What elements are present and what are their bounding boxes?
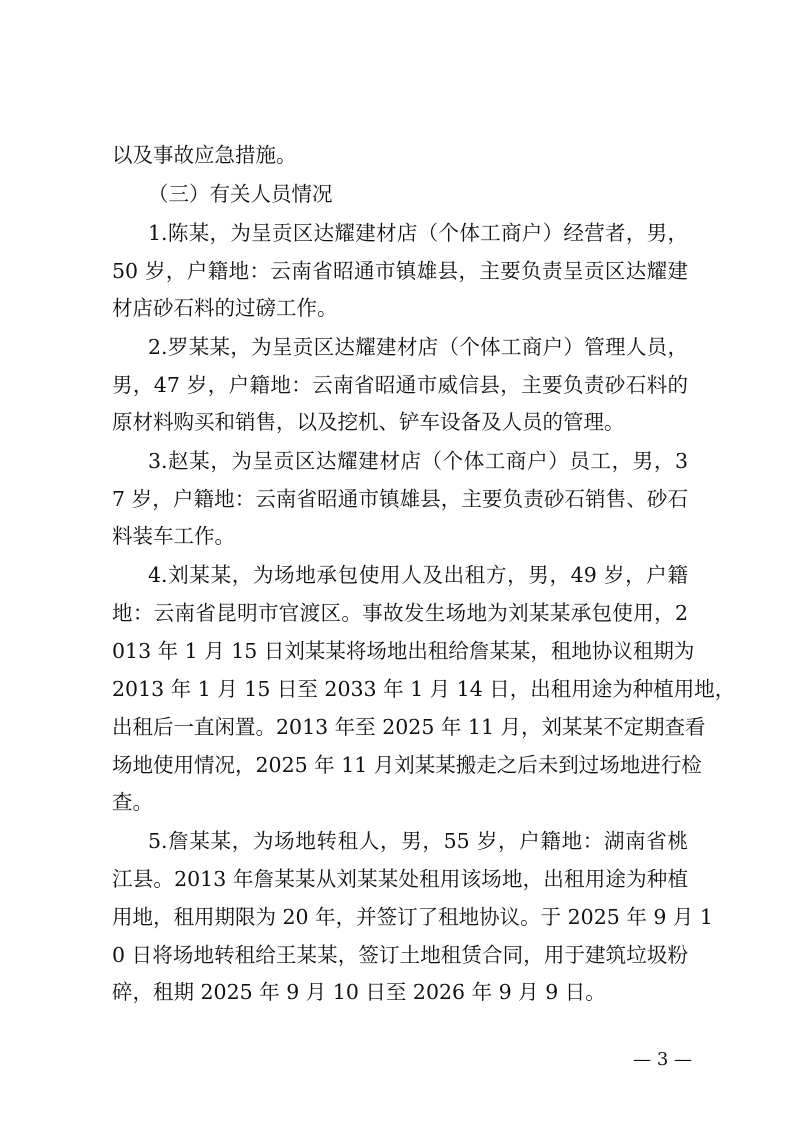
paragraph-line: 4.刘某某，为场地承包使用人及出租方，男，49 岁，户籍 bbox=[148, 563, 688, 587]
paragraph-line: 以及事故应急措施。 bbox=[112, 143, 297, 167]
paragraph-line: 江县。2013 年詹某某从刘某某处租用该场地，出租用途为种植 bbox=[112, 867, 688, 891]
paragraph-line: 碎，租期 2025 年 9 月 10 日至 2026 年 9 月 9 日。 bbox=[112, 980, 606, 1004]
paragraph-line: 5.詹某某，为场地转租人，男，55 岁，户籍地：湖南省桃 bbox=[148, 829, 688, 853]
paragraph-line: 地：云南省昆明市官渡区。事故发生场地为刘某某承包使用，2 bbox=[112, 601, 688, 625]
paragraph-line: 013 年 1 月 15 日刘某某将场地出租给詹某某，租地协议租期为 bbox=[112, 639, 695, 663]
paragraph-line: 0 日将场地转租给王某某，签订土地租赁合同，用于建筑垃圾粉 bbox=[112, 943, 688, 967]
paragraph-line: 2.罗某某，为呈贡区达耀建材店（个体工商户）管理人员， bbox=[148, 335, 688, 359]
paragraph-line: 3.赵某，为呈贡区达耀建材店（个体工商户）员工，男，3 bbox=[148, 449, 688, 473]
paragraph-line: 1.陈某，为呈贡区达耀建材店（个体工商户）经营者，男， bbox=[148, 221, 688, 245]
paragraph-line: 料装车工作。 bbox=[112, 524, 235, 548]
paragraph-line: 场地使用情况，2025 年 11 月刘某某搬走之后未到过场地进行检 bbox=[112, 753, 702, 777]
page-number: — 3 — bbox=[633, 1049, 692, 1070]
paragraph-line: 50 岁，户籍地：云南省昭通市镇雄县，主要负责呈贡区达耀建 bbox=[112, 259, 688, 283]
paragraph-line: 7 岁，户籍地：云南省昭通市镇雄县，主要负责砂石销售、砂石 bbox=[112, 487, 688, 511]
paragraph-line: 材店砂石料的过磅工作。 bbox=[112, 296, 338, 320]
paragraph-line: 原材料购买和销售，以及挖机、铲车设备及人员的管理。 bbox=[112, 410, 625, 434]
paragraph-line: 出租后一直闲置。2013 年至 2025 年 11 月，刘某某不定期查看 bbox=[112, 715, 706, 739]
paragraph-line: 男，47 岁，户籍地：云南省昭通市威信县，主要负责砂石料的 bbox=[112, 373, 688, 397]
paragraph-line: 2013 年 1 月 15 日至 2033 年 1 月 14 日，出租用途为种植用地， bbox=[112, 677, 736, 701]
paragraph-line: 查。 bbox=[112, 790, 153, 814]
section-heading: （三）有关人员情况 bbox=[148, 182, 333, 206]
paragraph-line: 用地，租用期限为 20 年，并签订了租地协议。于 2025 年 9 月 1 bbox=[112, 905, 713, 929]
